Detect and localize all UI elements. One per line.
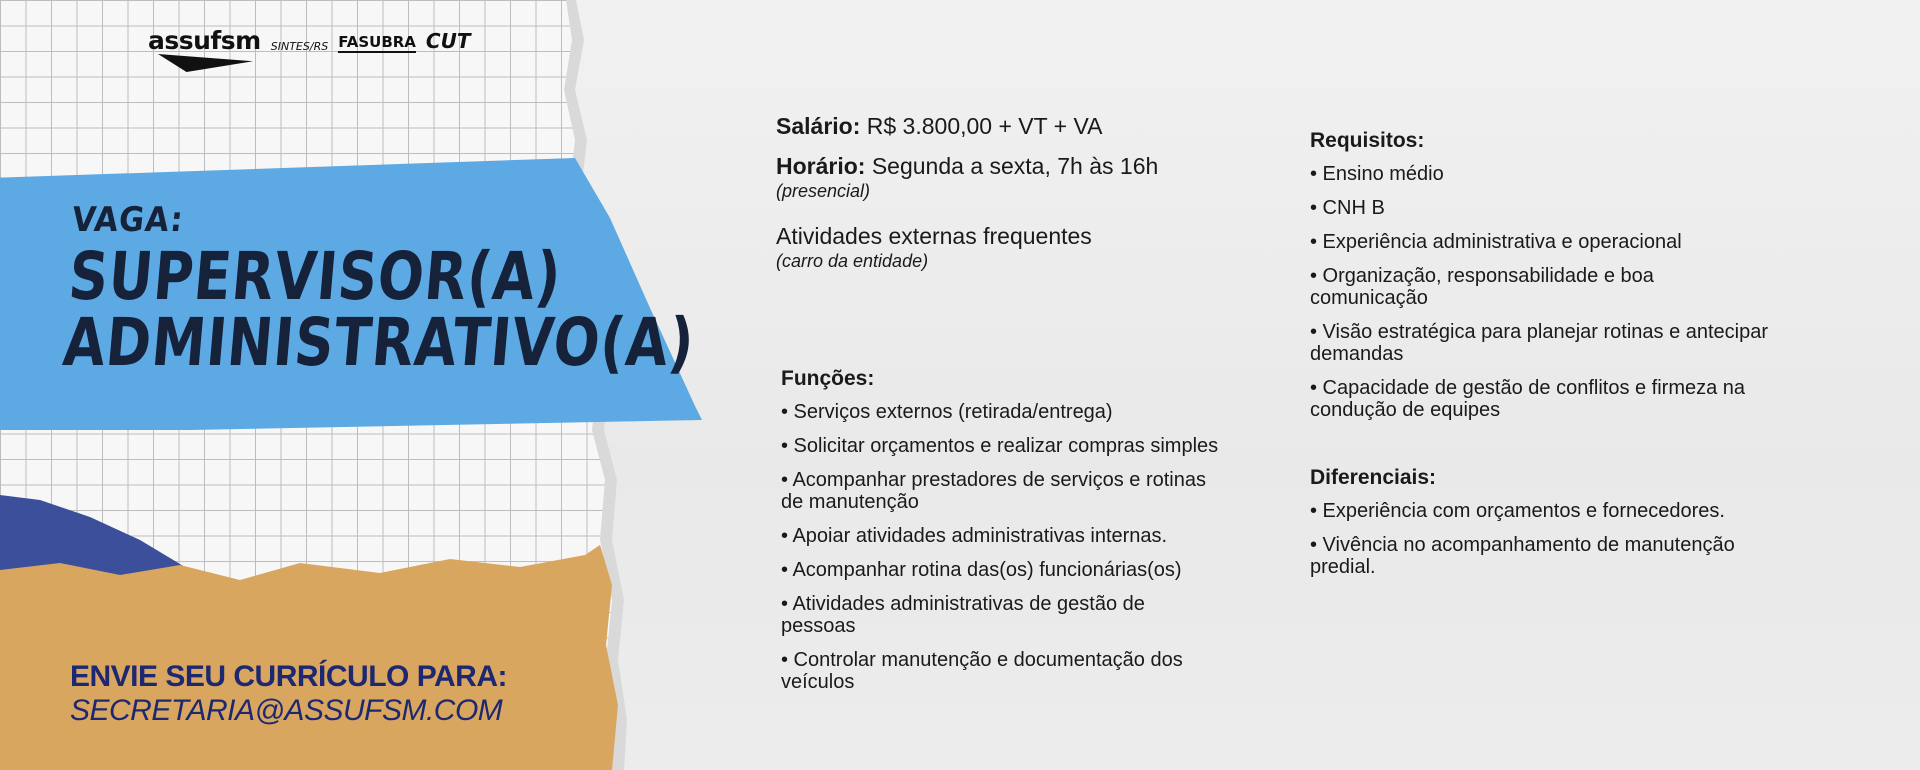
list-item: • Vivência no acompanhamento de manutenção predial. bbox=[1310, 534, 1735, 578]
list-item: • Apoiar atividades administrativas internas. bbox=[781, 525, 1168, 547]
list-item: • Experiência com orçamentos e fornecedores. bbox=[1310, 500, 1725, 522]
list-item: • CNH B bbox=[1310, 197, 1385, 219]
job-title bbox=[60, 238, 703, 381]
list-item: • Organização, responsabilidade e boa comunicação bbox=[1310, 265, 1654, 309]
assufsm-logo-text: assufsm bbox=[148, 26, 261, 55]
requisitos-heading: Requisitos: bbox=[1310, 129, 1425, 152]
list-item: • Experiência administrativa e operacional bbox=[1310, 231, 1682, 253]
job-details bbox=[776, 112, 1276, 292]
cut-logo: CUT bbox=[425, 29, 471, 53]
salary-row bbox=[776, 112, 1276, 140]
vaga-label: VAGA: bbox=[69, 200, 186, 240]
partner-logos bbox=[148, 28, 470, 53]
diferenciais-section bbox=[1310, 465, 1770, 590]
cta-email: SECRETARIA@ASSUFSM.COM bbox=[70, 694, 503, 727]
funcoes-heading: Funções: bbox=[781, 367, 875, 390]
requisitos-section bbox=[1310, 128, 1770, 433]
assufsm-logo bbox=[148, 28, 261, 53]
salary-value: R$ 3.800,00 + VT + VA bbox=[860, 113, 1103, 139]
job-title-line-1: SUPERVISOR(A) bbox=[65, 238, 565, 315]
salary-label: Salário: bbox=[776, 113, 861, 139]
funcoes-section bbox=[781, 366, 1221, 705]
diferenciais-heading: Diferenciais: bbox=[1310, 466, 1437, 489]
activities-row: Atividades externas frequentes bbox=[776, 223, 1092, 249]
schedule-note: (presencial) bbox=[776, 181, 871, 201]
job-title-line-2: ADMINISTRATIVO(A) bbox=[60, 304, 698, 381]
schedule-label: Horário: bbox=[776, 153, 866, 179]
list-item: • Atividades administrativas de gestão de pessoas bbox=[781, 593, 1145, 637]
fasubra-logo: FASUBRA bbox=[338, 33, 416, 51]
list-item: • Ensino médio bbox=[1310, 163, 1444, 185]
activities-note: (carro da entidade) bbox=[776, 251, 929, 271]
list-item: • Acompanhar prestadores de serviços e rotinas de manutenção bbox=[781, 469, 1206, 513]
list-item: • Controlar manutenção e documentação dos veículos bbox=[781, 649, 1183, 693]
list-item: • Capacidade de gestão de conflitos e firmeza na condução de equipes bbox=[1310, 377, 1746, 421]
tan-paper-panel bbox=[0, 545, 625, 770]
schedule-row bbox=[776, 152, 1276, 180]
call-to-action bbox=[70, 660, 507, 728]
list-item: • Serviços externos (retirada/entrega) bbox=[781, 401, 1113, 423]
cta-heading: ENVIE SEU CURRÍCULO PARA: bbox=[70, 660, 507, 693]
list-item: • Visão estratégica para planejar rotinas e antecipar demandas bbox=[1310, 321, 1769, 365]
schedule-value: Segunda a sexta, 7h às 16h bbox=[865, 153, 1159, 179]
sintes-logo: SINTES/RS bbox=[270, 40, 329, 53]
list-item: • Acompanhar rotina das(os) funcionárias(os) bbox=[781, 559, 1182, 581]
list-item: • Solicitar orçamentos e realizar compras simples bbox=[781, 435, 1219, 457]
